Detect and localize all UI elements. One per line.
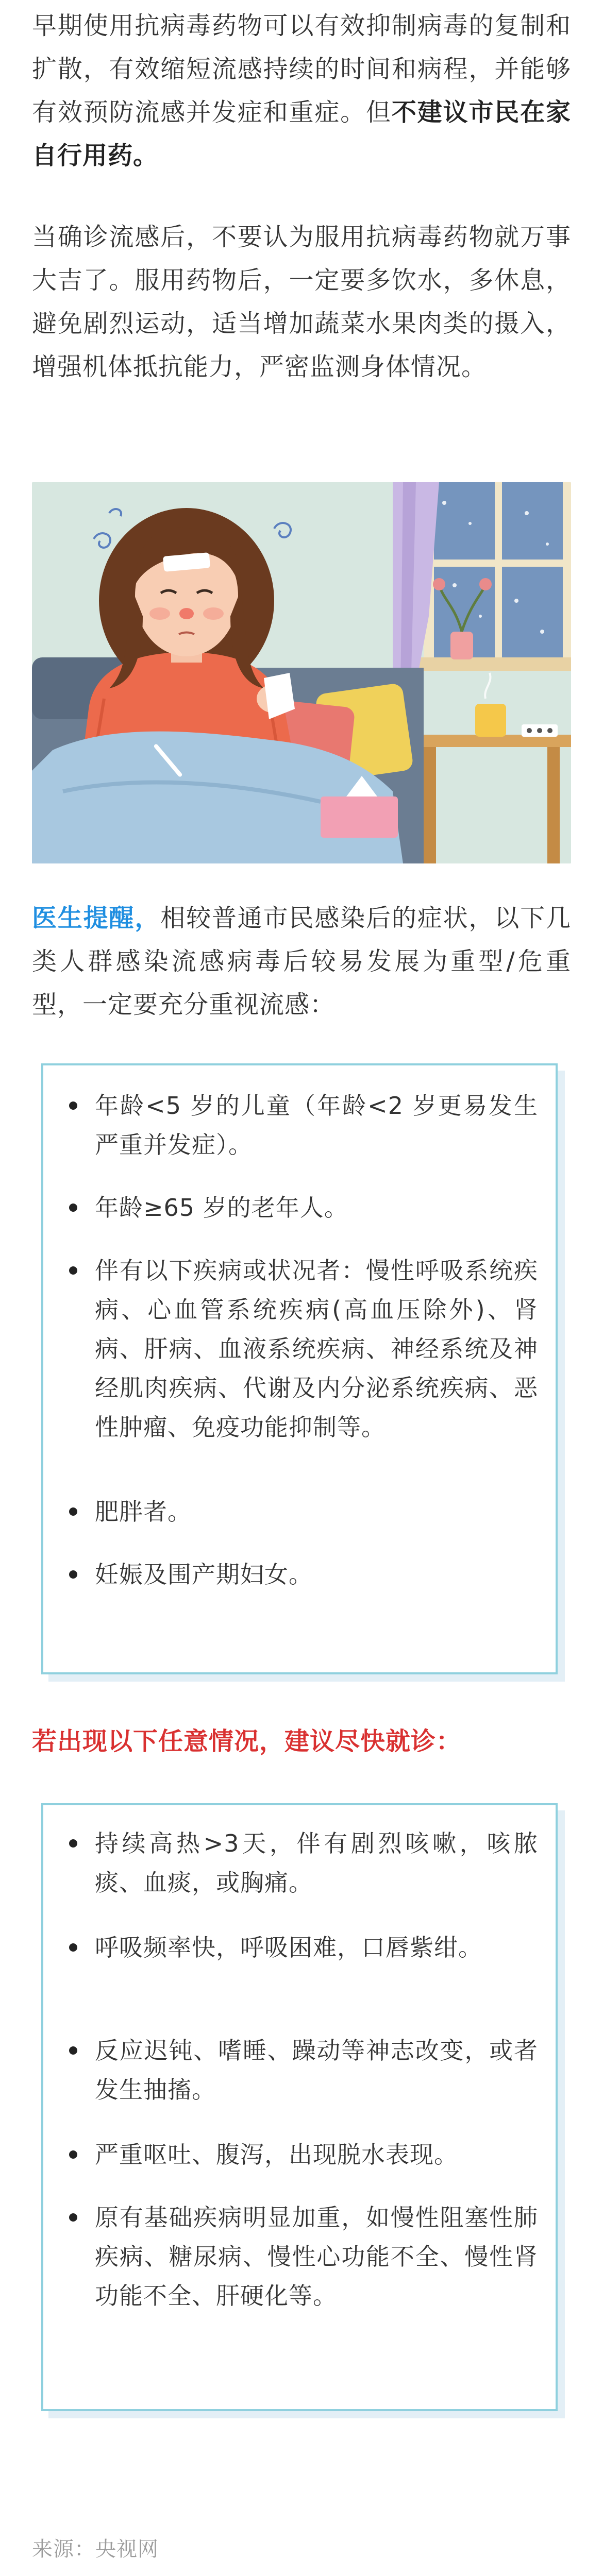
editor-credit (32, 2571, 159, 2576)
bullet-icon (69, 2150, 77, 2159)
list-item: 严重呕吐、腹泻，出现脱水表现。 (95, 2135, 538, 2174)
bullet-icon (69, 1204, 77, 1212)
list-item: 肥胖者。 (95, 1492, 538, 1531)
list-item: 妊娠及围产期妇女。 (95, 1555, 538, 1594)
warning-heading: 若出现以下任意情况，建议尽快就诊： (32, 1727, 462, 1756)
reminder-label: 医生提醒， (32, 904, 161, 933)
reminder-text: 相较普通市民感染后的症状，以下几类人群感染流感病毒后较易发展为重型/危重型，一定要充分重视流感： (32, 904, 571, 1019)
bullet-icon (69, 1570, 77, 1579)
list-item: 伴有以下疾病或状况者：慢性呼吸系统疾病、心血管系统疾病(高血压除外)、肾病、肝病、血液系统疾病、神经系统及神经肌肉疾病、代谢及内分泌系统疾病、恶性肿瘤、免疫功能抑制等。 (95, 1251, 538, 1447)
intro-paragraph-2: 当确诊流感后，不要认为服用抗病毒药物就万事大吉了。服用药物后，一定要多饮水，多休息，避免剧烈运动，适当增加蔬菜水果肉类的摄入，增强机体抵抗能力，严密监测身体情况。 (32, 223, 571, 381)
list-item: 原有基础疾病明显加重，如慢性阻塞性肺疾病、糖尿病、慢性心功能不全、慢性肾功能不全、肝硬化等。 (95, 2198, 538, 2315)
bullet-icon (69, 2213, 77, 2222)
list-item: 年龄<5 岁的儿童（年龄<2 岁更易发生严重并发症）。 (95, 1086, 538, 1164)
bullet-icon (69, 2046, 77, 2055)
intro-paragraph-1: 早期使用抗病毒药物可以有效抑制病毒的复制和扩散，有效缩短流感持续的时间和病程，并能够有效预防流感并发症和重症。但不建议市民在家自行用药。 (32, 11, 571, 170)
bullet-icon (69, 1943, 77, 1952)
sick-woman-illustration (32, 482, 571, 863)
bullet-icon (69, 1839, 77, 1848)
symptoms-box (41, 1803, 558, 2411)
list-item: 反应迟钝、嗜睡、躁动等神志改变，或者发生抽搐。 (95, 2031, 538, 2109)
bullet-icon (69, 1101, 77, 1110)
bold-warning-text: 不建议市民在家自行用药。 (32, 98, 571, 170)
doctor-reminder (32, 896, 571, 1026)
list-item: 呼吸频率快，呼吸困难，口唇紫绀。 (95, 1928, 538, 1967)
bullet-icon (69, 1507, 77, 1516)
list-item: 持续高热>3天，伴有剧烈咳嗽，咳脓痰、血痰，或胸痛。 (95, 1824, 538, 1902)
bullet-icon (69, 1266, 77, 1275)
list-item: 年龄≥65 岁的老年人。 (95, 1188, 538, 1227)
high-risk-box (41, 1063, 558, 1674)
source-credit: 来源：央视网 (32, 2537, 159, 2561)
